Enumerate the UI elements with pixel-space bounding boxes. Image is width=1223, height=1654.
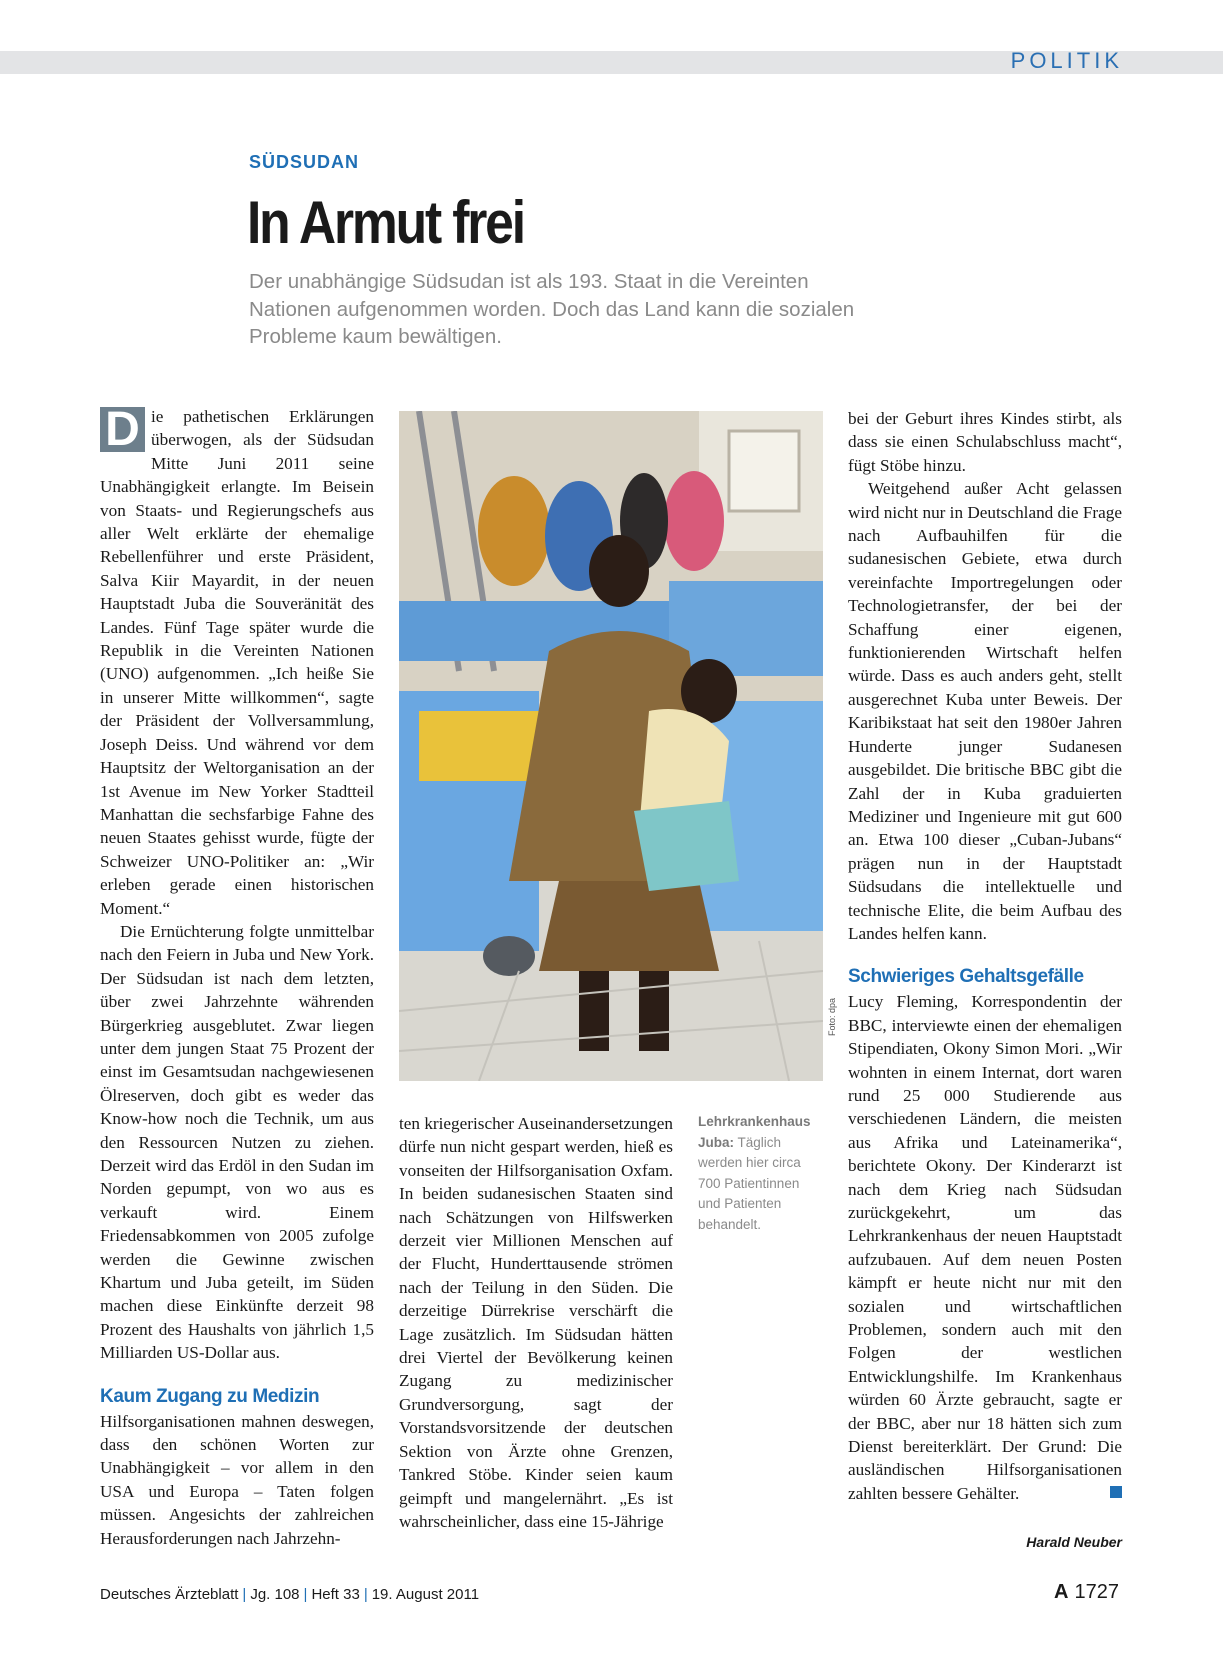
page-number xyxy=(1054,1581,1119,1604)
text-column-3 xyxy=(848,407,1122,1505)
subheading: Kaum Zugang zu Medizin xyxy=(100,1385,320,1407)
caption-title: Lehrkrankenhaus Juba: xyxy=(698,1114,811,1150)
drop-cap: D xyxy=(100,407,145,452)
page-number-value: 1727 xyxy=(1074,1581,1119,1603)
photo-caption xyxy=(698,1112,818,1235)
page-prefix: A xyxy=(1054,1581,1069,1603)
paragraph xyxy=(848,990,1122,1505)
paragraph-text: ie pathetischen Erklärungen überwogen, als der Südsudan Mitte Juni 2011 seine Unabhängigkeit erlangte. Im Beisein von Staats- und Regierungschefs aus aller Welt erklärte der ehemalige Rebellenführer und erste Präsident, Salva Kiir Mayardit, in der neuen Hauptstadt Juba die Souveränität des Landes. Fünf Tage später wurde die Republik in die Vereinten Nationen (UNO) aufgenommen. „Ich heiße Sie in unserer Mitte willkommen“, sagte der Präsident der Vollversammlung, Joseph Deiss. Und während vor dem Hauptsitz der Weltorganisation an der 1st Avenue im New Yorker Stadtteil Manhattan die sechsfarbige Fahne des neuen Staates gehisst wurde, fügte der Schweizer UNO-Politiker an: „Wir erleben gerade einen historischen Moment.“ xyxy=(100,407,374,918)
separator: | xyxy=(303,1586,308,1603)
subheading: Schwieriges Gehaltsgefälle xyxy=(848,966,1084,988)
photo-credit: Foto: dpa xyxy=(827,997,837,1036)
photo-illustration xyxy=(399,411,823,1081)
footer-citation xyxy=(100,1586,479,1603)
text-column-1 xyxy=(100,405,374,1550)
section-label: POLITIK xyxy=(1010,48,1123,73)
paragraph xyxy=(100,405,374,920)
caption-text: Täglich werden hier circa 700 Patientinnen und Patienten behandelt. xyxy=(698,1134,801,1232)
article-title: In Armut frei xyxy=(247,189,524,256)
issue: Heft 33 xyxy=(311,1586,360,1603)
separator: | xyxy=(242,1586,247,1603)
hospital-photo xyxy=(399,411,823,1081)
article-kicker: SÜDSUDAN xyxy=(249,152,360,172)
paragraph: Hilfsorganisationen mahnen deswegen, dass den schönen Worten zur Unabhängigkeit – vor allem in den USA und Europa – Taten folgen müssen. Angesichts der zahlreichen Herausforderungen nach Jahrzehn- xyxy=(100,1411,374,1548)
author-name: Harald Neuber xyxy=(1026,1534,1122,1550)
paragraph: ten kriegerischer Auseinandersetzungen dürfe nun nicht gespart werden, hieß es vonseiten der Hilfsorganisation Oxfam. In beiden sudanesischen Staaten sind nach Schätzungen von Hilfswerken derzeit vier Millionen Menschen auf der Flucht, Hunderttausende strömen nach der Teilung in den Süden. Die derzeitige Dürrekrise verschärft die Lage zusätzlich. Im Südsudan hätten drei Viertel der Bevölkerung keinen Zugang zu medizinischer Grundversorgung, sagt der Vorstandsvorsitzende der deutschen Sektion von Ärzte ohne Grenzen, Tankred Stöbe. Kinder seien kaum geimpft und mangelernährt. „Es ist wahrscheinlicher, dass eine 15-Jährige xyxy=(399,1114,673,1531)
separator: | xyxy=(363,1586,368,1603)
text-column-2 xyxy=(399,1112,673,1533)
paragraph-text: Lucy Fleming, Korrespondentin der BBC, interviewte einen der ehemaligen Stipendiaten, Okony Simon Mori. „Wir wohnten in einem Internat, dort waren rund 25 000 Studierende aus verschiedenen Ländern, die meisten aus Afrika und Lateinamerika“, berichtete Okony. Der Kinderarzt ist nach dem Krieg nach Südsudan zurückgekehrt, um das Lehrkrankenhaus der neuen Hauptstadt aufzubauen. Auf dem neuen Posten kämpft er heute nicht nur mit den sozialen und wirtschaftlichen Problemen, sondern auch mit den Folgen der westlichen Entwicklungshilfe. Im Krankenhaus würden 60 Ärzte gebraucht, sagte er der BBC, aber nur 18 hätten sich zum Dienst bereiterklärt. Der Grund: Die ausländischen Hilfsorganisationen zahlten bessere Gehälter. xyxy=(848,992,1122,1503)
paragraph: Weitgehend außer Acht gelassen wird nicht nur in Deutschland die Frage nach Aufbauhilfen für die sudanesischen Gebiete, etwa durch vereinfachte Importregelungen oder Technologietransfer, der bei der Schaffung einer eigenen, funktionierenden Wirtschaft helfen würde. Dass es auch anders geht, stellt ausgerechnet Kuba unter Beweis. Der Karibikstaat hat seit den 1980er Jahren Hunderte junger Sudanesen ausgebildet. Die britische BBC gibt die Zahl der in Kuba graduierten Mediziner und Ingenieure mit gut 600 an. Etwa 100 dieser „Cuban-Jubans“ prägen nun in der Hauptstadt Südsudans die intellektuelle und technische Elite, die beim Aufbau des Landes helfen kann. xyxy=(848,479,1122,943)
end-mark-icon xyxy=(1110,1486,1122,1498)
paragraph: bei der Geburt ihres Kindes stirbt, als dass sie einen Schulabschluss macht“, fügt Stöbe hinzu. xyxy=(848,409,1122,475)
issue-date: 19. August 2011 xyxy=(371,1586,480,1603)
journal-name: Deutsches Ärzteblatt xyxy=(100,1586,239,1603)
paragraph: Die Ernüchterung folgte unmittelbar nach den Feiern in Juba und New York. Der Südsudan ist nach dem letzten, über zwei Jahrzehnte währenden Bürgerkrieg ausgeblutet. Zwar liegen unter dem jungen Staat 75 Prozent der einst im Gesamtsudan nachgewiesenen Ölreserven, doch gibt es weder das Know-how noch die Technik, um aus den Ressourcen Nutzen zu ziehen. Derzeit wird das Erdöl in den Sudan im Norden gepumpt, von wo aus es verkauft wird. Einem Friedensabkommen von 2005 zufolge werden die Gewinne zwischen Khartum und Juba geteilt, im Süden machen diese Einkünfte derzeit 98 Prozent des Haushalts von jährlich 1,5 Milliarden US-Dollar aus. xyxy=(100,921,374,1363)
article-lead: Der unabhängige Südsudan ist als 193. Staat in die Vereinten Nationen aufgenommen worden. Doch das Land kann die sozialen Probleme kaum bewältigen. xyxy=(249,270,855,348)
volume: Jg. 108 xyxy=(250,1586,300,1603)
